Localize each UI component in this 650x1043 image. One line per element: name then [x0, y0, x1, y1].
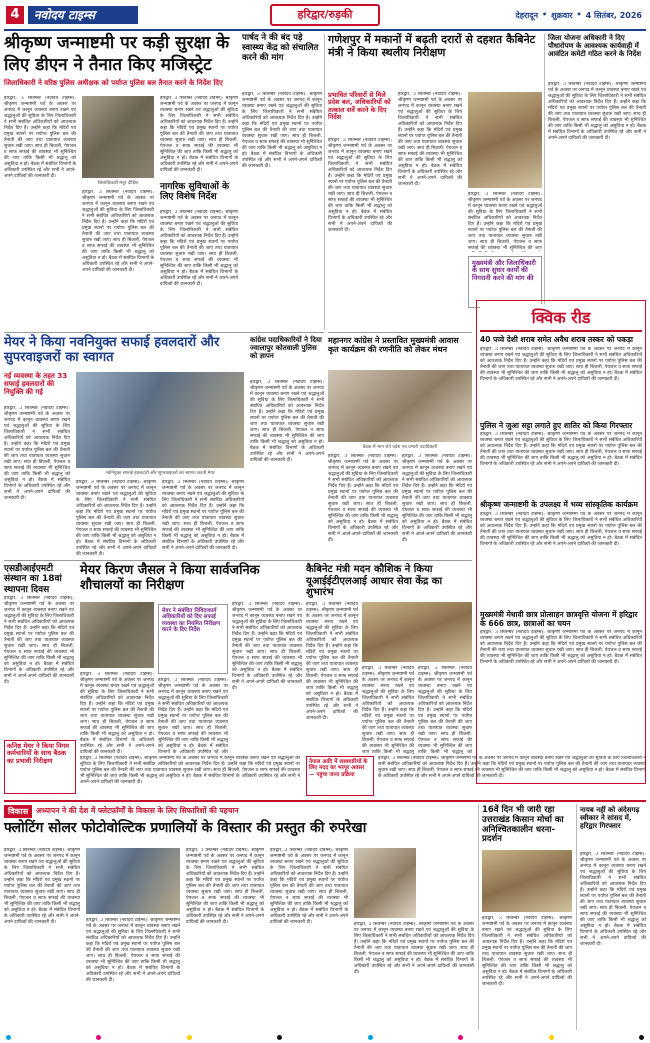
quick-read-b2: हरिद्वार, 3 सितम्बर (नवोदय टाइम्स): श्रीकृष्ण जन्माष्टमी पर्व के अवसर पर जनपद में कानून व्यवस्था बनाए रखने एवं श्रद्धालुओं की सुविधा के लिए जिलाधिकारी ने सभी संबंधित अधिकारियों को आवश्यक निर्देश दिए हैं। उन्होंने कहा कि मंदिरों एवं प्रमुख स्थानों पर पर्याप्त पुलिस बल की तैनाती की जाए तथा यातायात व्यवस्था सुचारु रखी जाए। साथ ही बिजली, पेयजल व साफ सफाई की व्यवस्था भी सुनिश्चित की जाए ताकि किसी भी श्रद्धालु को असुविधा न हो। बैठक में संबंधित विभागों के अधिकारी उपस्थित रहे और सभी ने अपने-अपने दायित्वों की जानकारी दी।	[480, 432, 642, 468]
registration-dot	[6, 1035, 11, 1040]
registration-dot	[549, 1035, 554, 1040]
ganeshpur-pull-quote-text: मुख्यमंत्री और जिलाधिकारी के साथ सुधार कार्यों की निगरानी करने की मांग की	[472, 259, 536, 282]
cabinet-headline: कैबिनेट मंत्री मदन कौशिक ने किया यूआईईटीएलआई आधार सेवा केंद्र का शुभारंभ	[306, 564, 443, 598]
mahanagar-headline: महानगर कांग्रेस ने प्रस्तावित मुख्यमंत्री आवास कृत कार्यक्रम की रणनीति को लेकर मंथन	[328, 336, 459, 355]
kisan-story	[482, 806, 572, 1030]
lead-col4: हरिद्वार, 3 सितम्बर (नवोदय टाइम्स): श्रीकृष्ण जन्माष्टमी पर्व के अवसर पर जनपद में कानून व्यवस्था बनाए रखने एवं श्रद्धालुओं की सुविधा के लिए जिलाधिकारी ने सभी संबंधित अधिकारियों को आवश्यक निर्देश दिए हैं। उन्होंने कहा कि मंदिरों एवं प्रमुख स्थानों पर पर्याप्त पुलिस बल की तैनाती की जाए तथा यातायात व्यवस्था सुचारु रखी जाए। साथ ही बिजली, पेयजल व साफ सफाई की व्यवस्था भी सुनिश्चित की जाए ताकि किसी भी श्रद्धालु को असुविधा न हो। बैठक में संबंधित विभागों के अधिकारी उपस्थित रहे और सभी ने अपने-अपने दायित्वों की जानकारी दी।	[160, 210, 238, 287]
ganeshpur-quote: प्रभावित परिवारों से मिले प्रदेश बल, अधिकारियों को तत्काल सर्वे करने के दिए निर्देश	[328, 91, 391, 122]
right-top-story	[548, 34, 646, 244]
quick-read-banner: क्विक रीड	[480, 304, 642, 332]
mayor-photo-caption: नवनियुक्त सफाई हवलदारों और सुपरवाइजरों का स्वागत करती मेयर	[105, 471, 215, 476]
quick-read-h1: 40 पव्वे देशी शराब समेत अवैध शराब तस्कर को पकड़ा	[480, 335, 633, 344]
dm-photo	[82, 96, 154, 178]
dateline-city: देहरादून	[515, 11, 539, 20]
bottom-strap-label: विकास	[4, 805, 32, 818]
lead-headline-line2: लिए डीएन ने तैनात किए मजिस्ट्रेट	[4, 54, 212, 75]
far-right-body: हरिद्वार, 3 सितम्बर (नवोदय टाइम्स): श्रीकृष्ण जन्माष्टमी पर्व के अवसर पर जनपद में कानून व्यवस्था बनाए रखने एवं श्रद्धालुओं की सुविधा के लिए जिलाधिकारी ने सभी संबंधित अधिकारियों को आवश्यक निर्देश दिए हैं। उन्होंने कहा कि मंदिरों एवं प्रमुख स्थानों पर पर्याप्त पुलिस बल की तैनाती की जाए तथा यातायात व्यवस्था सुचारु रखी जाए। साथ ही बिजली, पेयजल व साफ सफाई की व्यवस्था भी सुनिश्चित की जाए ताकि किसी भी श्रद्धालु को असुविधा न हो। बैठक में संबंधित विभागों के अधिकारी उपस्थित रहे और सभी ने अपने-अपने दायित्वों की जानकारी दी।	[580, 852, 646, 947]
section-rule	[4, 332, 324, 333]
mahanagar-col1: हरिद्वार, 3 सितम्बर (नवोदय टाइम्स): श्रीकृष्ण जन्माष्टमी पर्व के अवसर पर जनपद में कानून व्यवस्था बनाए रखने एवं श्रद्धालुओं की सुविधा के लिए जिलाधिकारी ने सभी संबंधित अधिकारियों को आवश्यक निर्देश दिए हैं। उन्होंने कहा कि मंदिरों एवं प्रमुख स्थानों पर पर्याप्त पुलिस बल की तैनाती की जाए तथा यातायात व्यवस्था सुचारु रखी जाए। साथ ही बिजली, पेयजल व साफ सफाई की व्यवस्था भी सुनिश्चित की जाए ताकि किसी भी श्रद्धालु को असुविधा न हो। बैठक में संबंधित विभागों के अधिकारी उपस्थित रहे और सभी ने अपने-अपने दायित्वों की जानकारी दी।	[328, 454, 398, 543]
column-rule	[544, 34, 545, 330]
jaiswal-photo	[80, 602, 154, 668]
mayor-col1: हरिद्वार, 3 सितम्बर (नवोदय टाइम्स): श्रीकृष्ण जन्माष्टमी पर्व के अवसर पर जनपद में कानून व्यवस्था बनाए रखने एवं श्रद्धालुओं की सुविधा के लिए जिलाधिकारी ने सभी संबंधित अधिकारियों को आवश्यक निर्देश दिए हैं। उन्होंने कहा कि मंदिरों एवं प्रमुख स्थानों पर पर्याप्त पुलिस बल की तैनाती की जाए तथा यातायात व्यवस्था सुचारु रखी जाए। साथ ही बिजली, पेयजल व साफ सफाई की व्यवस्था भी सुनिश्चित की जाए ताकि किसी भी श्रद्धालु को असुविधा न हो। बैठक में संबंधित विभागों के अधिकारी उपस्थित रहे और सभी ने अपने-अपने दायित्वों की जानकारी दी।	[4, 406, 70, 501]
kisan-photo	[482, 850, 572, 912]
registration-dot	[187, 1035, 192, 1040]
quick-read-b3: हरिद्वार, 3 सितम्बर (नवोदय टाइम्स): श्रीकृष्ण जन्माष्टमी पर्व के अवसर पर जनपद में कानून व्यवस्था बनाए रखने एवं श्रद्धालुओं की सुविधा के लिए जिलाधिकारी ने सभी संबंधित अधिकारियों को आवश्यक निर्देश दिए हैं। उन्होंने कहा कि मंदिरों एवं प्रमुख स्थानों पर पर्याप्त पुलिस बल की तैनाती की जाए तथा यातायात व्यवस्था सुचारु रखी जाए। साथ ही बिजली, पेयजल व साफ सफाई की व्यवस्था भी सुनिश्चित की जाए ताकि किसी भी श्रद्धालु को असुविधा न हो। बैठक में संबंधित विभागों के अधिकारी उपस्थित रहे और सभी ने अपने-अपने दायित्वों की जानकारी दी।	[480, 511, 642, 547]
lead-deck: जिलाधिकारी ने वरिष्ठ पुलिस अधीक्षक को पर्याप्त पुलिस बल तैनात करने के निर्देश दिए	[4, 79, 223, 88]
brief-1-body: हरिद्वार, 3 सितम्बर (नवोदय टाइम्स): श्रीकृष्ण जन्माष्टमी पर्व के अवसर पर जनपद में कानून व्यवस्था बनाए रखने एवं श्रद्धालुओं की सुविधा के लिए जिलाधिकारी ने सभी संबंधित अधिकारियों को आवश्यक निर्देश दिए हैं। उन्होंने कहा कि मंदिरों एवं प्रमुख स्थानों पर पर्याप्त पुलिस बल की तैनाती की जाए तथा यातायात व्यवस्था सुचारु रखी जाए। साथ ही बिजली, पेयजल व साफ सफाई की व्यवस्था भी सुनिश्चित की जाए ताकि किसी भी श्रद्धालु को असुविधा न हो। बैठक में संबंधित विभागों के अधिकारी उपस्थित रहे और सभी ने अपने-अपने दायित्वों की जानकारी दी।	[80, 756, 300, 785]
mayor-col3: हरिद्वार, 3 सितम्बर (नवोदय टाइम्स): श्रीकृष्ण जन्माष्टमी पर्व के अवसर पर जनपद में कानून व्यवस्था बनाए रखने एवं श्रद्धालुओं की सुविधा के लिए जिलाधिकारी ने सभी संबंधित अधिकारियों को आवश्यक निर्देश दिए हैं। उन्होंने कहा कि मंदिरों एवं प्रमुख स्थानों पर पर्याप्त पुलिस बल की तैनाती की जाए तथा यातायात व्यवस्था सुचारु रखी जाए। साथ ही बिजली, पेयजल व साफ सफाई की व्यवस्था भी सुनिश्चित की जाए ताकि किसी भी श्रद्धालु को असुविधा न हो। बैठक में संबंधित विभागों के अधिकारी उपस्थित रहे और सभी ने अपने-अपने दायित्वों की जानकारी दी।	[162, 480, 244, 551]
section-rule	[4, 800, 646, 802]
sdm-story	[4, 564, 74, 734]
masthead	[0, 0, 650, 30]
brief-2-body: हरिद्वार, 3 सितम्बर (नवोदय टाइम्स): श्रीकृष्ण जन्माष्टमी पर्व के अवसर पर जनपद में कानून व्यवस्था बनाए रखने एवं श्रद्धालुओं की सुविधा के लिए जिलाधिकारी ने सभी संबंधित अधिकारियों को आवश्यक निर्देश दिए हैं। उन्होंने कहा कि मंदिरों एवं प्रमुख स्थानों पर पर्याप्त पुलिस बल की तैनाती की जाए तथा यातायात व्यवस्था सुचारु रखी जाए। साथ ही बिजली, पेयजल व साफ सफाई की व्यवस्था भी सुनिश्चित की जाए ताकि किसी भी श्रद्धालु को असुविधा न हो। बैठक में संबंधित विभागों के अधिकारी उपस्थित रहे और सभी ने अपने-अपने दायित्वों की जानकारी दी।	[378, 756, 646, 779]
mahanagar-story	[328, 336, 472, 546]
mahanagar-photo	[328, 370, 472, 442]
section-tab: हरिद्वार/रुड़की	[270, 4, 380, 26]
sdm-headline: एसडीआईएमटी संस्थान का 18वां स्थापना दिवस	[4, 564, 62, 595]
cabinet-col2: हरिद्वार, 3 सितम्बर (नवोदय टाइम्स): श्रीकृष्ण जन्माष्टमी पर्व के अवसर पर जनपद में कानून व्यवस्था बनाए रखने एवं श्रद्धालुओं की सुविधा के लिए जिलाधिकारी ने सभी संबंधित अधिकारियों को आवश्यक निर्देश दिए हैं। उन्होंने कहा कि मंदिरों एवं प्रमुख स्थानों पर पर्याप्त पुलिस बल की तैनाती की जाए तथा यातायात व्यवस्था सुचारु रखी जाए। साथ ही बिजली, पेयजल व साफ सफाई की व्यवस्था भी सुनिश्चित की जाए ताकि किसी भी श्रद्धालु	[362, 666, 414, 754]
lead-headline-line1: श्रीकृष्ण जन्माष्टमी पर कड़ी सुरक्षा के	[4, 33, 230, 53]
section-rule	[4, 560, 472, 561]
bottom-strap	[4, 804, 474, 818]
jaiswal-pull-quote	[158, 604, 228, 674]
column-rule	[324, 34, 325, 330]
brief-box-2	[306, 756, 374, 796]
dateline-sep: •	[576, 10, 582, 19]
far-right-story	[580, 806, 646, 1030]
bottom-headline: फ्लोटिंग सोलर फोटोवोल्टिक प्रणालियों के विस्तार की प्रस्तुत की रुपरेखा	[4, 820, 367, 836]
quick-read-h3: श्रीकृष्ण जन्माष्टमी के उपलक्ष्य में भव्य सांस्कृतिक कार्यक्रम	[480, 500, 638, 510]
sdm-body: हरिद्वार, 3 सितम्बर (नवोदय टाइम्स): श्रीकृष्ण जन्माष्टमी पर्व के अवसर पर जनपद में कानून व्यवस्था बनाए रखने एवं श्रद्धालुओं की सुविधा के लिए जिलाधिकारी ने सभी संबंधित अधिकारियों को आवश्यक निर्देश दिए हैं। उन्होंने कहा कि मंदिरों एवं प्रमुख स्थानों पर पर्याप्त पुलिस बल की तैनाती की जाए तथा यातायात व्यवस्था सुचारु रखी जाए। साथ ही बिजली, पेयजल व साफ सफाई की व्यवस्था भी सुनिश्चित की जाए ताकि किसी भी श्रद्धालु को असुविधा न हो। बैठक में संबंधित विभागों के अधिकारी उपस्थित रहे और सभी ने अपने-अपने दायित्वों की जानकारी दी।	[4, 596, 74, 685]
quick-read-h2: पुलिस ने जुआ सट्टा लगाते हुए शातिर को किया गिरफ्तार	[480, 420, 633, 430]
bottom-col4: हरिद्वार, 3 सितम्बर (नवोदय टाइम्स): श्रीकृष्ण जन्माष्टमी पर्व के अवसर पर जनपद में कानून व्यवस्था बनाए रखने एवं श्रद्धालुओं की सुविधा के लिए जिलाधिकारी ने सभी संबंधित अधिकारियों को आवश्यक निर्देश दिए हैं। उन्होंने कहा कि मंदिरों एवं प्रमुख स्थानों पर पर्याप्त पुलिस बल की तैनाती की जाए तथा यातायात व्यवस्था सुचारु रखी जाए। साथ ही बिजली, पेयजल व साफ सफाई की व्यवस्था भी सुनिश्चित की जाए ताकि किसी भी श्रद्धालु को असुविधा न हो। बैठक में संबंधित विभागों के अधिकारी उपस्थित रहे और सभी ने अपने-अपने दायित्वों की जानकारी दी।	[270, 848, 348, 925]
quick-read	[476, 300, 646, 784]
right-top-headline: जिला योजना अधिकारी ने दिए पौधारोपण के आवश्यक कार्यवाही में आवंटित कमेटी गठित करने के निर्देश	[548, 34, 641, 59]
cabinet-story	[306, 564, 472, 754]
congress-headline: कांग्रेस पदाधिकारियों ने दिया ज्वालापुर कोतवाली पुलिस को ज्ञापन	[250, 336, 322, 361]
dateline-sep: •	[542, 10, 548, 19]
parshad-body: हरिद्वार, 3 सितम्बर (नवोदय टाइम्स): श्रीकृष्ण जन्माष्टमी पर्व के अवसर पर जनपद में कानून व्यवस्था बनाए रखने एवं श्रद्धालुओं की सुविधा के लिए जिलाधिकारी ने सभी संबंधित अधिकारियों को आवश्यक निर्देश दिए हैं। उन्होंने कहा कि मंदिरों एवं प्रमुख स्थानों पर पर्याप्त पुलिस बल की तैनाती की जाए तथा यातायात व्यवस्था सुचारु रखी जाए। साथ ही बिजली, पेयजल व साफ सफाई की व्यवस्था भी सुनिश्चित की जाए ताकि किसी भी श्रद्धालु को असुविधा न हो। बैठक में संबंधित विभागों के अधिकारी उपस्थित रहे और सभी ने अपने-अपने दायित्वों की जानकारी दी।	[242, 92, 322, 169]
bottom-strap-text: अध्यापन ने की देश में फ्लेटफ़ॉर्मों के विकास के लिए सिफारिशों की पहचान	[36, 806, 239, 815]
right-top-body: हरिद्वार, 3 सितम्बर (नवोदय टाइम्स): श्रीकृष्ण जन्माष्टमी पर्व के अवसर पर जनपद में कानून व्यवस्था बनाए रखने एवं श्रद्धालुओं की सुविधा के लिए जिलाधिकारी ने सभी संबंधित अधिकारियों को आवश्यक निर्देश दिए हैं। उन्होंने कहा कि मंदिरों एवं प्रमुख स्थानों पर पर्याप्त पुलिस बल की तैनाती की जाए तथा यातायात व्यवस्था सुचारु रखी जाए। साथ ही बिजली, पेयजल व साफ सफाई की व्यवस्था भी सुनिश्चित की जाए ताकि किसी भी श्रद्धालु को असुविधा न हो। बैठक में संबंधित विभागों के अधिकारी उपस्थित रहे और सभी ने अपने-अपने दायित्वों की जानकारी दी।	[548, 82, 646, 141]
registration-dot	[368, 1035, 373, 1040]
brief-2-text: नेपाल आदि में शस्त्रधारियों के लिए मदद का भरपूर अवसर — पहुंचा जाना प्रक्रिया	[309, 759, 368, 778]
print-registration-marks	[0, 1033, 650, 1041]
page-number: 4	[6, 6, 24, 24]
ganeshpur-headline: गणेशपुर में मकानों में बढ़ती दरारों से दहशत कैबिनेट मंत्री ने किया स्थलीय निरीक्षण	[328, 33, 536, 59]
jaiswal-pull-quote-text: मेयर ने संबंधित निविदाकार्य अधिकारियों को दिए सफाई व्यवस्था का नियमित निरीक्षण करने के दिए निर्देश	[162, 608, 221, 633]
mayor-headline: मेयर ने किया नवनियुक्त सफाई हवलदारों और सुपरवाइजरों का स्वागत	[4, 335, 220, 365]
registration-dot	[458, 1035, 463, 1040]
jaiswal-col1: हरिद्वार, 3 सितम्बर (नवोदय टाइम्स): श्रीकृष्ण जन्माष्टमी पर्व के अवसर पर जनपद में कानून व्यवस्था बनाए रखने एवं श्रद्धालुओं की सुविधा के लिए जिलाधिकारी ने सभी संबंधित अधिकारियों को आवश्यक निर्देश दिए हैं। उन्होंने कहा कि मंदिरों एवं प्रमुख स्थानों पर पर्याप्त पुलिस बल की तैनाती की जाए तथा यातायात व्यवस्था सुचारु रखी जाए। साथ ही बिजली, पेयजल व साफ सफाई की व्यवस्था भी सुनिश्चित की जाए ताकि किसी भी श्रद्धालु को असुविधा न हो। बैठक में संबंधित विभागों के अधिकारी उपस्थित रहे और सभी ने अपने-अपने दायित्वों की जानकारी दी।	[80, 672, 154, 754]
quick-read-b4: हरिद्वार, 3 सितम्बर (नवोदय टाइम्स): श्रीकृष्ण जन्माष्टमी पर्व के अवसर पर जनपद में कानून व्यवस्था बनाए रखने एवं श्रद्धालुओं की सुविधा के लिए जिलाधिकारी ने सभी संबंधित अधिकारियों को आवश्यक निर्देश दिए हैं। उन्होंने कहा कि मंदिरों एवं प्रमुख स्थानों पर पर्याप्त पुलिस बल की तैनाती की जाए तथा यातायात व्यवस्था सुचारु रखी जाए। साथ ही बिजली, पेयजल व साफ सफाई की व्यवस्था भी सुनिश्चित की जाए ताकि किसी भी श्रद्धालु को असुविधा न हो। बैठक में संबंधित विभागों के अधिकारी उपस्थित रहे और सभी ने अपने-अपने दायित्वों की जानकारी दी।	[480, 630, 642, 666]
mahanagar-photo-caption: बैठक में भाग लेते प्रदेश एवं प्रभारी पदाधिकारी	[362, 445, 438, 450]
column-rule	[576, 804, 577, 1030]
bottom-col1: हरिद्वार, 3 सितम्बर (नवोदय टाइम्स): श्रीकृष्ण जन्माष्टमी पर्व के अवसर पर जनपद में कानून व्यवस्था बनाए रखने एवं श्रद्धालुओं की सुविधा के लिए जिलाधिकारी ने सभी संबंधित अधिकारियों को आवश्यक निर्देश दिए हैं। उन्होंने कहा कि मंदिरों एवं प्रमुख स्थानों पर पर्याप्त पुलिस बल की तैनाती की जाए तथा यातायात व्यवस्था सुचारु रखी जाए। साथ ही बिजली, पेयजल व साफ सफाई की व्यवस्था भी सुनिश्चित की जाए ताकि किसी भी श्रद्धालु को असुविधा न हो। बैठक में संबंधित विभागों के अधिकारी उपस्थित रहे और सभी ने अपने-अपने दायित्वों की जानकारी दी।	[4, 848, 80, 925]
mahanagar-col2: हरिद्वार, 3 सितम्बर (नवोदय टाइम्स): श्रीकृष्ण जन्माष्टमी पर्व के अवसर पर जनपद में कानून व्यवस्था बनाए रखने एवं श्रद्धालुओं की सुविधा के लिए जिलाधिकारी ने सभी संबंधित अधिकारियों को आवश्यक निर्देश दिए हैं। उन्होंने कहा कि मंदिरों एवं प्रमुख स्थानों पर पर्याप्त पुलिस बल की तैनाती की जाए तथा यातायात व्यवस्था सुचारु रखी जाए। साथ ही बिजली, पेयजल व साफ सफाई की व्यवस्था भी सुनिश्चित की जाए ताकि किसी भी श्रद्धालु को असुविधा न हो। बैठक में संबंधित विभागों के अधिकारी उपस्थित रहे और सभी ने अपने-अपने दायित्वों की जानकारी दी।	[402, 454, 472, 543]
jaiswal-story	[80, 564, 302, 754]
registration-dot	[277, 1035, 282, 1040]
dm-photo-caption: जिलाधिकारी मयूर दीक्षित	[97, 181, 139, 186]
registration-dot	[96, 1035, 101, 1040]
column-rule	[478, 804, 479, 1030]
cabinet-col3: हरिद्वार, 3 सितम्बर (नवोदय टाइम्स): श्रीकृष्ण जन्माष्टमी पर्व के अवसर पर जनपद में कानून व्यवस्था बनाए रखने एवं श्रद्धालुओं की सुविधा के लिए जिलाधिकारी ने सभी संबंधित अधिकारियों को आवश्यक निर्देश दिए हैं। उन्होंने कहा कि मंदिरों एवं प्रमुख स्थानों पर पर्याप्त पुलिस बल की तैनाती की जाए तथा यातायात व्यवस्था सुचारु रखी जाए। साथ ही बिजली, पेयजल व साफ सफाई की व्यवस्था भी सुनिश्चित की जाए ताकि किसी भी श्रद्धालु को	[418, 666, 472, 754]
far-right-headline: नायब नहीं को अंदेसगढ़ स्वीकार ने सांसद में, हरिद्वार गिरफ्तार	[580, 806, 640, 831]
parshad-headline: पार्षद ने की बंद पड़े स्वास्थ्य केंद्र को संचालित करने की मांग	[242, 33, 319, 63]
lead-col3: हरिद्वार, 3 सितम्बर (नवोदय टाइम्स): श्रीकृष्ण जन्माष्टमी पर्व के अवसर पर जनपद में कानून व्यवस्था बनाए रखने एवं श्रद्धालुओं की सुविधा के लिए जिलाधिकारी ने सभी संबंधित अधिकारियों को आवश्यक निर्देश दिए हैं। उन्होंने कहा कि मंदिरों एवं प्रमुख स्थानों पर पर्याप्त पुलिस बल की तैनाती की जाए तथा यातायात व्यवस्था सुचारु रखी जाए। साथ ही बिजली, पेयजल व साफ सफाई की व्यवस्था भी सुनिश्चित की जाए ताकि किसी भी श्रद्धालु को असुविधा न हो। बैठक में संबंधित विभागों के अधिकारी उपस्थित रहे और सभी ने अपने-अपने दायित्वों की जानकारी दी।	[160, 96, 238, 173]
registration-dot	[639, 1035, 644, 1040]
lead-subhead: नागरिक सुविधाओं के लिए विशेष निर्देश	[160, 182, 229, 203]
ganeshpur-col3: हरिद्वार, 3 सितम्बर (नवोदय टाइम्स): श्रीकृष्ण जन्माष्टमी पर्व के अवसर पर जनपद में कानून व्यवस्था बनाए रखने एवं श्रद्धालुओं की सुविधा के लिए जिलाधिकारी ने सभी संबंधित अधिकारियों को आवश्यक निर्देश दिए हैं। उन्होंने कहा कि मंदिरों एवं प्रमुख स्थानों पर पर्याप्त पुलिस बल की तैनाती की जाए तथा यातायात व्यवस्था सुचारु रखी जाए। साथ ही बिजली, पेयजल व साफ सफाई की व्यवस्था भी सुनिश्चित की जाए	[468, 192, 542, 251]
mayor-photo	[76, 372, 244, 468]
quick-read-b1: हरिद्वार, 3 सितम्बर (नवोदय टाइम्स): श्रीकृष्ण जन्माष्टमी पर्व के अवसर पर जनपद में कानून व्यवस्था बनाए रखने एवं श्रद्धालुओं की सुविधा के लिए जिलाधिकारी ने सभी संबंधित अधिकारियों को आवश्यक निर्देश दिए हैं। उन्होंने कहा कि मंदिरों एवं प्रमुख स्थानों पर पर्याप्त पुलिस बल की तैनाती की जाए तथा यातायात व्यवस्था सुचारु रखी जाए। साथ ही बिजली, पेयजल व साफ सफाई की व्यवस्था भी सुनिश्चित की जाए ताकि किसी भी श्रद्धालु को असुविधा न हो। बैठक में संबंधित विभागों के अधिकारी उपस्थित रहे और सभी ने अपने-अपने दायित्वों की जानकारी दी।	[480, 346, 642, 382]
lead-col2: हरिद्वार, 3 सितम्बर (नवोदय टाइम्स): श्रीकृष्ण जन्माष्टमी पर्व के अवसर पर जनपद में कानून व्यवस्था बनाए रखने एवं श्रद्धालुओं की सुविधा के लिए जिलाधिकारी ने सभी संबंधित अधिकारियों को आवश्यक निर्देश दिए हैं। उन्होंने कहा कि मंदिरों एवं प्रमुख स्थानों पर पर्याप्त पुलिस बल की तैनाती की जाए तथा यातायात व्यवस्था सुचारु रखी जाए। साथ ही बिजली, पेयजल व साफ सफाई की व्यवस्था भी सुनिश्चित की जाए ताकि किसी भी श्रद्धालु को असुविधा न हो। बैठक में संबंधित विभागों के अधिकारी उपस्थित रहे और सभी ने अपने-अपने दायित्वों की जानकारी दी।	[82, 190, 154, 273]
dateline	[516, 10, 643, 21]
parshad-story	[242, 34, 322, 330]
congress-story	[250, 336, 324, 556]
cabinet-col1: हरिद्वार, 3 सितम्बर (नवोदय टाइम्स): श्रीकृष्ण जन्माष्टमी पर्व के अवसर पर जनपद में कानून व्यवस्था बनाए रखने एवं श्रद्धालुओं की सुविधा के लिए जिलाधिकारी ने सभी संबंधित अधिकारियों को आवश्यक निर्देश दिए हैं। उन्होंने कहा कि मंदिरों एवं प्रमुख स्थानों पर पर्याप्त पुलिस बल की तैनाती की जाए तथा यातायात व्यवस्था सुचारु रखी जाए। साथ ही बिजली, पेयजल व साफ सफाई की व्यवस्था भी सुनिश्चित की जाए ताकि किसी भी श्रद्धालु को असुविधा न हो। बैठक में संबंधित विभागों के अधिकारी उपस्थित रहे और सभी ने अपने-अपने दायित्वों की जानकारी दी।	[306, 602, 358, 721]
congress-body: हरिद्वार, 3 सितम्बर (नवोदय टाइम्स): श्रीकृष्ण जन्माष्टमी पर्व के अवसर पर जनपद में कानून व्यवस्था बनाए रखने एवं श्रद्धालुओं की सुविधा के लिए जिलाधिकारी ने सभी संबंधित अधिकारियों को आवश्यक निर्देश दिए हैं। उन्होंने कहा कि मंदिरों एवं प्रमुख स्थानों पर पर्याप्त पुलिस बल की तैनाती की जाए तथा यातायात व्यवस्था सुचारु रखी जाए। साथ ही बिजली, पेयजल व साफ सफाई की व्यवस्था भी सुनिश्चित की जाए ताकि किसी भी श्रद्धालु को असुविधा न हो। बैठक में संबंधित विभागों के अधिकारी उपस्थित रहे और सभी ने अपने-अपने दायित्वों की जानकारी दी।	[250, 380, 324, 463]
bottom-col5: हरिद्वार, 3 सितम्बर (नवोदय टाइम्स): श्रीकृष्ण जन्माष्टमी पर्व के अवसर पर जनपद में कानून व्यवस्था बनाए रखने एवं श्रद्धालुओं की सुविधा के लिए जिलाधिकारी ने सभी संबंधित अधिकारियों को आवश्यक निर्देश दिए हैं। उन्होंने कहा कि मंदिरों एवं प्रमुख स्थानों पर पर्याप्त पुलिस बल की तैनाती की जाए तथा यातायात व्यवस्था सुचारु रखी जाए। साथ ही बिजली, पेयजल व साफ सफाई की व्यवस्था भी सुनिश्चित की जाए ताकि किसी भी श्रद्धालु को असुविधा न हो। बैठक में संबंधित विभागों के अधिकारी उपस्थित रहे और सभी ने अपने-अपने दायित्वों की जानकारी दी।	[354, 922, 474, 975]
mayor-story	[4, 336, 244, 556]
kisan-body: हरिद्वार, 3 सितम्बर (नवोदय टाइम्स): श्रीकृष्ण जन्माष्टमी पर्व के अवसर पर जनपद में कानून व्यवस्था बनाए रखने एवं श्रद्धालुओं की सुविधा के लिए जिलाधिकारी ने सभी संबंधित अधिकारियों को आवश्यक निर्देश दिए हैं। उन्होंने कहा कि मंदिरों एवं प्रमुख स्थानों पर पर्याप्त पुलिस बल की तैनाती की जाए तथा यातायात व्यवस्था सुचारु रखी जाए। साथ ही बिजली, पेयजल व साफ सफाई की व्यवस्था भी सुनिश्चित की जाए ताकि किसी भी श्रद्धालु को असुविधा न हो। बैठक में संबंधित विभागों के अधिकारी उपस्थित रहे और सभी ने अपने-अपने दायित्वों की जानकारी दी।	[482, 916, 572, 987]
ganeshpur-photo	[468, 92, 542, 188]
ganeshpur-col2: हरिद्वार, 3 सितम्बर (नवोदय टाइम्स): श्रीकृष्ण जन्माष्टमी पर्व के अवसर पर जनपद में कानून व्यवस्था बनाए रखने एवं श्रद्धालुओं की सुविधा के लिए जिलाधिकारी ने सभी संबंधित अधिकारियों को आवश्यक निर्देश दिए हैं। उन्होंने कहा कि मंदिरों एवं प्रमुख स्थानों पर पर्याप्त पुलिस बल की तैनाती की जाए तथा यातायात व्यवस्था सुचारु रखी जाए। साथ ही बिजली, पेयजल व साफ सफाई की व्यवस्था भी सुनिश्चित की जाए ताकि किसी भी श्रद्धालु को असुविधा न हो। बैठक में संबंधित विभागों के अधिकारी उपस्थित रहे और सभी ने अपने-अपने दायित्वों की जानकारी दी।	[398, 92, 462, 187]
brief-box-1	[4, 740, 76, 794]
quick-read-h4: मुख्यमंत्री मेधावी छात्र प्रोत्साहन छात्रवृत्ति योजना में हरिद्वार के 666 छात्र, छात्राओं का चयन	[480, 609, 638, 628]
bottom-photo-2	[354, 848, 416, 918]
masthead-rule	[4, 29, 646, 31]
jaiswal-col2: हरिद्वार, 3 सितम्बर (नवोदय टाइम्स): श्रीकृष्ण जन्माष्टमी पर्व के अवसर पर जनपद में कानून व्यवस्था बनाए रखने एवं श्रद्धालुओं की सुविधा के लिए जिलाधिकारी ने सभी संबंधित अधिकारियों को आवश्यक निर्देश दिए हैं। उन्होंने कहा कि मंदिरों एवं प्रमुख स्थानों पर पर्याप्त पुलिस बल की तैनाती की जाए तथा यातायात व्यवस्था सुचारु रखी जाए। साथ ही बिजली, पेयजल व साफ सफाई की व्यवस्था भी सुनिश्चित की जाए ताकि किसी भी श्रद्धालु को असुविधा न हो। बैठक में संबंधित विभागों के अधिकारी उपस्थित रहे और	[158, 678, 228, 754]
dateline-day: शुक्रवार	[551, 11, 573, 20]
bottom-col3: हरिद्वार, 3 सितम्बर (नवोदय टाइम्स): श्रीकृष्ण जन्माष्टमी पर्व के अवसर पर जनपद में कानून व्यवस्था बनाए रखने एवं श्रद्धालुओं की सुविधा के लिए जिलाधिकारी ने सभी संबंधित अधिकारियों को आवश्यक निर्देश दिए हैं। उन्होंने कहा कि मंदिरों एवं प्रमुख स्थानों पर पर्याप्त पुलिस बल की तैनाती की जाए तथा यातायात व्यवस्था सुचारु रखी जाए। साथ ही बिजली, पेयजल व साफ सफाई की व्यवस्था भी सुनिश्चित की जाए ताकि किसी भी श्रद्धालु को असुविधा न हो। बैठक में संबंधित विभागों के अधिकारी उपस्थित रहे और सभी ने अपने-अपने दायित्वों की जानकारी दी।	[186, 848, 264, 925]
mayor-col2: हरिद्वार, 3 सितम्बर (नवोदय टाइम्स): श्रीकृष्ण जन्माष्टमी पर्व के अवसर पर जनपद में कानून व्यवस्था बनाए रखने एवं श्रद्धालुओं की सुविधा के लिए जिलाधिकारी ने सभी संबंधित अधिकारियों को आवश्यक निर्देश दिए हैं। उन्होंने कहा कि मंदिरों एवं प्रमुख स्थानों पर पर्याप्त पुलिस बल की तैनाती की जाए तथा यातायात व्यवस्था सुचारु रखी जाए। साथ ही बिजली, पेयजल व साफ सफाई की व्यवस्था भी सुनिश्चित की जाए ताकि किसी भी श्रद्धालु को असुविधा न हो। बैठक में संबंधित विभागों के अधिकारी उपस्थित रहे और सभी ने अपने-अपने दायित्वों की जानकारी दी।	[76, 480, 156, 556]
bottom-col2: हरिद्वार, 3 सितम्बर (नवोदय टाइम्स): श्रीकृष्ण जन्माष्टमी पर्व के अवसर पर जनपद में कानून व्यवस्था बनाए रखने एवं श्रद्धालुओं की सुविधा के लिए जिलाधिकारी ने सभी संबंधित अधिकारियों को आवश्यक निर्देश दिए हैं। उन्होंने कहा कि मंदिरों एवं प्रमुख स्थानों पर पर्याप्त पुलिस बल की तैनाती की जाए तथा यातायात व्यवस्था सुचारु रखी जाए। साथ ही बिजली, पेयजल व साफ सफाई की व्यवस्था भी सुनिश्चित की जाए ताकि किसी भी श्रद्धालु को असुविधा न हो। बैठक में संबंधित विभागों के अधिकारी उपस्थित रहे और सभी ने अपने-अपने दायित्वों की जानकारी दी।	[86, 918, 180, 983]
jaiswal-headline: मेयर किरण जैसल ने किया सार्वजनिक शौचालयों का निरीक्षण	[80, 563, 260, 593]
dateline-date: 4 सितंबर, 2026	[585, 11, 642, 20]
logo: नवोदय टाइम्स	[28, 6, 138, 24]
mayor-bullet: नई व्यवस्था के तहत 33 सफाई हवलदारों की नियुक्ति की गई	[4, 372, 68, 397]
jaiswal-col3: हरिद्वार, 3 सितम्बर (नवोदय टाइम्स): श्रीकृष्ण जन्माष्टमी पर्व के अवसर पर जनपद में कानून व्यवस्था बनाए रखने एवं श्रद्धालुओं की सुविधा के लिए जिलाधिकारी ने सभी संबंधित अधिकारियों को आवश्यक निर्देश दिए हैं। उन्होंने कहा कि मंदिरों एवं प्रमुख स्थानों पर पर्याप्त पुलिस बल की तैनाती की जाए तथा यातायात व्यवस्था सुचारु रखी जाए। साथ ही बिजली, पेयजल व साफ सफाई की व्यवस्था भी सुनिश्चित की जाए ताकि किसी भी श्रद्धालु को असुविधा न हो। बैठक में संबंधित विभागों के अधिकारी उपस्थित रहे और सभी ने अपने-अपने दायित्वों की जानकारी दी।	[232, 602, 302, 691]
brief-1-text: कनिष्ठ मेयर ने किया निगम कर्मचारियों के साथ बैठक का प्रभावी निरीक्षण	[7, 742, 70, 765]
ganeshpur-story	[328, 34, 542, 330]
ganeshpur-col1: हरिद्वार, 3 सितम्बर (नवोदय टाइम्स): श्रीकृष्ण जन्माष्टमी पर्व के अवसर पर जनपद में कानून व्यवस्था बनाए रखने एवं श्रद्धालुओं की सुविधा के लिए जिलाधिकारी ने सभी संबंधित अधिकारियों को आवश्यक निर्देश दिए हैं। उन्होंने कहा कि मंदिरों एवं प्रमुख स्थानों पर पर्याप्त पुलिस बल की तैनाती की जाए तथा यातायात व्यवस्था सुचारु रखी जाए। साथ ही बिजली, पेयजल व साफ सफाई की व्यवस्था भी सुनिश्चित की जाए ताकि किसी भी श्रद्धालु को असुविधा न हो। बैठक में संबंधित विभागों के अधिकारी उपस्थित रहे और सभी ने अपने-अपने दायित्वों की जानकारी दी।	[328, 138, 392, 233]
lead-col1: हरिद्वार, 3 सितम्बर (नवोदय टाइम्स): श्रीकृष्ण जन्माष्टमी पर्व के अवसर पर जनपद में कानून व्यवस्था बनाए रखने एवं श्रद्धालुओं की सुविधा के लिए जिलाधिकारी ने सभी संबंधित अधिकारियों को आवश्यक निर्देश दिए हैं। उन्होंने कहा कि मंदिरों एवं प्रमुख स्थानों पर पर्याप्त पुलिस बल की तैनाती की जाए तथा यातायात व्यवस्था सुचारु रखी जाए। साथ ही बिजली, पेयजल व साफ सफाई की व्यवस्था भी सुनिश्चित की जाए ताकि किसी भी श्रद्धालु को असुविधा न हो। बैठक में संबंधित विभागों के अधिकारी उपस्थित रहे और सभी ने अपने-अपने दायित्वों की जानकारी दी।	[4, 96, 76, 179]
section-rule	[328, 332, 472, 333]
kisan-headline: 16वें दिन भी जारी रहा उत्तराखंड किसान मोर्चा का अनिश्चितकालीन धरना-प्रदर्शन	[482, 805, 564, 845]
cabinet-photo	[362, 602, 472, 662]
bottom-photo-1	[86, 848, 180, 914]
